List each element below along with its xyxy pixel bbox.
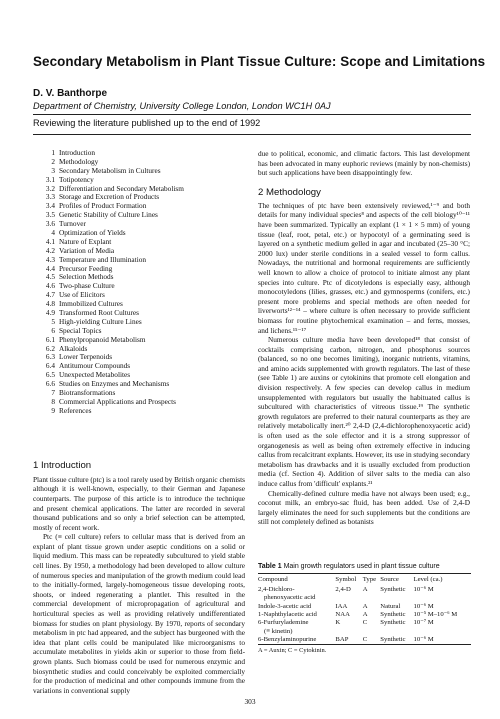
table-footnote: A = Auxin; C = Cytokinin. — [258, 647, 327, 655]
table-cell: A — [362, 602, 368, 610]
toc-item-label: References — [59, 405, 92, 415]
review-period-note: Reviewing the literature published up to the end of 1992 — [33, 118, 261, 128]
table-cell: Synthetic — [380, 619, 406, 627]
toc-item-label: Genetic Stability of Culture Lines — [59, 210, 158, 220]
toc-item-number: 4.7 — [45, 290, 55, 300]
toc-item-number: 4.9 — [45, 308, 55, 318]
table-cell: Synthetic — [380, 585, 406, 593]
toc-item-number: 6 — [51, 325, 55, 335]
toc-item-number: 8 — [51, 396, 55, 406]
table-cell: 10⁻⁷ M — [413, 619, 434, 627]
table-of-contents — [33, 149, 245, 416]
table-header-cell: Level (ca.) — [413, 576, 443, 583]
toc-item-number: 6.4 — [45, 361, 55, 371]
table-row — [258, 602, 471, 610]
table-header-cell: Symbol — [335, 576, 357, 583]
table-cell — [380, 594, 413, 602]
table-bottom-rule — [258, 644, 471, 645]
article-title: Secondary Metabolism in Plant Tissue Culture: Scope and Limitations — [33, 54, 486, 69]
table-body — [258, 586, 471, 645]
toc-item-number: 6.2 — [45, 343, 55, 353]
table-cell — [363, 594, 380, 602]
toc-item-label: Precursor Feeding — [59, 263, 113, 273]
toc-item-number: 2 — [51, 156, 55, 166]
table-cell — [414, 627, 472, 635]
toc-item-number: 9 — [51, 405, 55, 415]
table-cell: Synthetic — [380, 611, 406, 619]
toc-item-number: 3.3 — [45, 192, 55, 202]
toc-item — [33, 407, 245, 416]
toc-item-label: Differentiation and Secondary Metabolism — [59, 183, 184, 193]
author-name: D. V. Banthorpe — [33, 88, 108, 99]
toc-item-label: Temperature and Illumination — [59, 254, 147, 264]
toc-item-number: 1 — [51, 148, 55, 157]
toc-item-number: 5 — [51, 316, 55, 326]
toc-item-number: 4.8 — [45, 299, 55, 309]
toc-item-label: Storage and Excretion of Products — [59, 192, 160, 202]
table-row — [258, 636, 471, 644]
table-cell: K — [335, 619, 341, 627]
toc-item-label: Special Topics — [59, 325, 102, 335]
table-cell: Natural — [380, 602, 401, 610]
table-cell: 1-Naphthylacetic acid — [258, 611, 317, 619]
table-row — [258, 611, 471, 619]
toc-item-number: 6.6 — [45, 379, 55, 389]
table-cell: 6-Furfurylademine — [258, 619, 309, 627]
toc-item-label: Selection Methods — [59, 272, 114, 282]
table-cell — [335, 627, 362, 635]
toc-item-number: 4.6 — [45, 281, 55, 291]
methodology-paragraph-3: Chemically-defined culture media have not always been used; e.g., coconut milk, an embryo-sac fluid, has been added. Use of 2,4-D largely eliminates the need for such supplements but the conditions are still not completely defined as botanists — [258, 488, 470, 527]
toc-item-label: Lower Terpenoids — [59, 352, 113, 362]
toc-item-label: Totipotency — [59, 174, 94, 184]
toc-item-label: Secondary Metabolism in Cultures — [59, 165, 161, 175]
toc-item-label: Introduction — [59, 148, 96, 157]
toc-item-label: Use of Elicitors — [59, 290, 105, 300]
table-row — [258, 627, 471, 635]
toc-item-label: Variation of Media — [59, 245, 115, 255]
table-1-growth-regulators — [258, 563, 471, 654]
right-column — [258, 149, 470, 527]
table-row — [258, 594, 471, 602]
toc-item-label: Optimization of Yields — [59, 228, 126, 238]
table-header-cell: Compound — [258, 576, 288, 583]
table-cell: 10⁻⁶ M — [413, 602, 434, 610]
toc-item-number: 4.3 — [45, 254, 55, 264]
table-row — [258, 619, 471, 627]
table-cell: IAA — [335, 602, 348, 610]
intro-paragraph-1: Plant tissue culture (ptc) is a tool rarely used by British organic chemists although it is well-known, especially, to their German and Japanese counterparts. The purpose of this article is to introduce the technique and present chemical applications. The latter are recorded in several thousand publications and so only a brief selection can be attempted, mostly of recent work. — [33, 474, 245, 532]
section-heading-methodology: 2 Methodology — [258, 186, 321, 198]
table-cell: C — [362, 619, 368, 627]
table-header-cell: Type — [362, 576, 377, 583]
table-cell: A — [362, 585, 368, 593]
table-cell: 2,4-Dichloro- — [258, 585, 295, 593]
table-caption-label: Table 1 — [258, 563, 282, 570]
toc-item-label: Studies on Enzymes and Mechanisms — [59, 379, 170, 389]
methodology-paragraph-1: The techniques of ptc have been extensively reviewed,¹⁻⁹ and both details for many individual species⁸ and aspects of the cell biology¹⁰⁻¹¹ have been summarized. Typically an explant (1 × 1 × 5 mm) of young tissue (leaf, root, petal, etc.) or hypocotyl of a germinating seed is layered on a synthetic medium gelled in agar and incubated (25–30 °C; 2000 lux) under sterile conditions in a sealed vessel to form callus. Nowadays, the nutritional and hormonal requirements are sufficiently well known to allow a choice of protocol to initiate almost any plant species into culture. Ptc of dicotyledons is especially easy, although monocotyledons (lilies, grasses, etc.) and gymnosperms (conifers, etc.) present more problems and special methods are often needed for liverworts¹²⁻¹⁴ – where culture is often necessary to provide sufficient biomass for routine phytochemical examination – and ferns, mosses, and lichens.¹⁵⁻¹⁷ — [258, 200, 470, 335]
table-cell — [414, 594, 472, 602]
table-row — [258, 586, 471, 594]
header-rule-top — [33, 114, 471, 115]
toc-item-label: Nature of Explant — [59, 236, 112, 246]
table-cell: Indole-3-acetic acid — [258, 602, 312, 610]
table-cell — [363, 627, 380, 635]
table-cell: Synthetic — [380, 636, 406, 644]
toc-item-number: 3.2 — [45, 183, 55, 193]
table-cell — [380, 627, 413, 635]
toc-item-number: 4.1 — [45, 236, 55, 246]
intro-continuation-paragraph: due to political, economic, and climatic factors. This last development has been advocated in many euphoric reviews (mainly by non-chemists) but such applications have been disappointingly few. — [258, 149, 470, 178]
table-cell: NAA — [335, 611, 350, 619]
toc-item-label: Commercial Applications and Prospects — [59, 396, 176, 406]
toc-item-number: 3.6 — [45, 219, 55, 229]
toc-item-label: Methodology — [59, 156, 99, 166]
table-cell: BAP — [335, 636, 349, 644]
section-heading-introduction: 1 Introduction — [33, 459, 92, 471]
toc-item-number: 4.5 — [45, 272, 55, 282]
toc-item-label: Two-phase Culture — [59, 281, 115, 291]
left-column — [33, 149, 245, 695]
toc-item-label: Alkaloids — [59, 343, 88, 353]
table-header-cell: Source — [380, 576, 399, 583]
toc-item-number: 6.3 — [45, 352, 55, 362]
toc-item-label: Profiles of Product Formation — [59, 201, 147, 211]
toc-item-number: 6.1 — [45, 334, 55, 344]
toc-item-number: 4.2 — [45, 245, 55, 255]
toc-item-label: Transformed Root Cultures — [59, 308, 139, 318]
toc-item-number: 6.5 — [45, 370, 55, 380]
page-number: 303 — [244, 697, 256, 706]
methodology-paragraph-2: Numerous culture media have been developed¹⁸ that consist of cocktails comprising carbon, nitrogen, and phosphorus sources (balanced, so no one becomes limiting), inorganic nutrients, vitamins, and amino acids supplemented with growth regulators. The last of these (see Table 1) are auxins or cytokinins that promote cell elongation and division respectively. A few species can develop callus in medium unsupplemented with regulators but usually the habituated callus is subcultured with characteristics of vitreous tissue.¹⁹ The synthetic growth regulators are preferred to their natural counterparts as they are relatively metabolically inert.²⁰ 2,4-D (2,4-dichlorophenoxyacetic acid) is often used as the sole effector and it is a strong suppressor of organogenesis as well as being often extremely effective in inducing callus from recalcitrant explants. However, its use in studying secondary metabolism has drawbacks and it is usually excluded from production media (cf. Section 4). Addition of silver salts to the media can also induce callus from 'difficult' explants.²¹ — [258, 335, 470, 488]
table-caption — [258, 563, 471, 570]
toc-item-number: 3 — [51, 165, 55, 175]
toc-item-number: 4.4 — [45, 263, 55, 273]
table-cell — [335, 594, 362, 602]
toc-item-number: 3.4 — [45, 201, 55, 211]
toc-item-label: Turnover — [59, 219, 86, 229]
toc-item-label: Biotransformations — [59, 388, 116, 398]
table-caption-text: Main growth regulators used in plant tissue culture — [283, 563, 440, 570]
toc-item-label: Antitumour Compounds — [59, 361, 131, 371]
table-cell: phenoxyacetic acid — [264, 594, 316, 602]
toc-item-label: Phenylpropanoid Metabolism — [59, 334, 146, 344]
table-header-row — [258, 574, 471, 586]
table-cell: 10⁻⁶ M — [413, 585, 434, 593]
table-cell: 6-Benzylaminopurine — [258, 636, 317, 644]
table-cell: A — [362, 611, 368, 619]
toc-item-label: High-yielding Culture Lines — [59, 316, 142, 326]
table-cell: C — [362, 636, 368, 644]
header-rule-bottom — [33, 134, 471, 135]
intro-paragraph-2: Ptc (≡ cell culture) refers to cellular mass that is derived from an explant of plant tissue grown under aseptic conditions on a solid or liquid medium. This mass can be repeatedly subcultured to yield stable cell lines. By 1950, a methodology had been developed to allow culture of numerous species and manipulation of the growth medium could lead to the initially-formed, largely-homogeneous tissue developing roots, shoots, or indeed regenerating a plantlet. This resulted in the commercial development of micropropagation of agricultural and horticultural species as well as providing relatively undifferentiated biomass for studies on plant physiology. By 1970, reports of secondary metabolism in ptc had appeared, and the subject has burgeoned with the idea that plant cells could be manipulated like microorganisms to accumulate metabolites in yields akin or superior to those from field-grown plants. Such biomass could be used for numerous enzymic and biosynthetic studies and could conceivably be exploited commercially for the production of medicinal and other compounds immune from the variations in conventional supply — [33, 532, 245, 695]
toc-item-number: 7 — [51, 388, 55, 398]
growth-regulator-table — [258, 574, 471, 644]
toc-item-number: 4 — [51, 228, 55, 238]
toc-item-label: Unexpected Metabolites — [59, 370, 131, 380]
toc-item-number: 3.1 — [45, 174, 55, 184]
toc-item-label: Immobilized Cultures — [59, 299, 123, 309]
table-cell: 10⁻⁶ M — [413, 636, 434, 644]
toc-item-number: 3.5 — [45, 210, 55, 220]
author-affiliation: Department of Chemistry, University College London, London WC1H 0AJ — [33, 101, 331, 111]
table-cell: 2,4-D — [335, 585, 351, 593]
table-cell: 10⁻⁵ M–10⁻⁶ M — [413, 611, 458, 619]
table-cell: (≡ kinetin) — [264, 627, 293, 635]
